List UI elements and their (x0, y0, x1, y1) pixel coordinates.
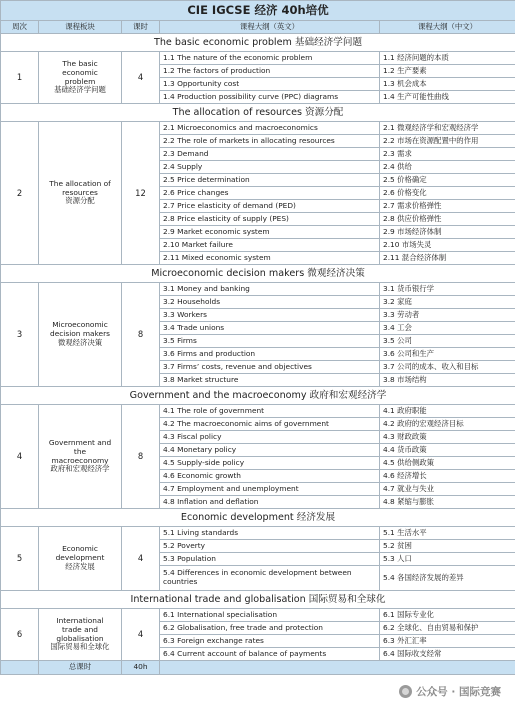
outline-cn: 2.5 价格确定 (380, 174, 515, 187)
outline-cn: 3.2 家庭 (380, 296, 515, 309)
outline-en: 2.10 Market failure (160, 239, 380, 252)
week-cell: 6 (1, 609, 39, 661)
section-heading-row (1, 265, 515, 283)
header-week: 周次 (1, 21, 39, 34)
total-label: 总课时 (39, 661, 122, 675)
module-line: Economic (62, 544, 98, 554)
section-heading: Microeconomic decision makers 微观经济决策 (1, 265, 515, 283)
table-row (1, 122, 515, 135)
outline-cn: 4.5 供给侧政策 (380, 457, 515, 470)
outline-en: 1.1 The nature of the economic problem (160, 52, 380, 65)
hours-cell: 12 (122, 122, 160, 265)
outline-en: 5.3 Population (160, 553, 380, 566)
outline-cn: 3.1 货币银行学 (380, 283, 515, 296)
module-line: Government and (48, 437, 112, 447)
week-cell: 3 (1, 283, 39, 387)
outline-cn: 5.4 各国经济发展的差异 (380, 566, 515, 591)
outline-en: 4.6 Economic growth (160, 470, 380, 483)
outline-cn: 1.4 生产可能性曲线 (380, 91, 515, 104)
section-heading-row (1, 387, 515, 405)
hours-cell: 8 (122, 405, 160, 509)
outline-en: 2.6 Price changes (160, 187, 380, 200)
section-heading: Government and the macroeconomy 政府和宏观经济学 (1, 387, 515, 405)
total-filler (160, 661, 515, 675)
table-row (1, 527, 515, 540)
module-cell (39, 122, 122, 265)
outline-en: 4.3 Fiscal policy (160, 431, 380, 444)
outline-cn: 4.4 货币政策 (380, 444, 515, 457)
module-cell (39, 527, 122, 591)
section-heading: International trade and globalisation 国际贸易和全球化 (1, 591, 515, 609)
outline-en: 2.3 Demand (160, 148, 380, 161)
module-line: 资源分配 (65, 196, 95, 206)
outline-cn: 6.3 外汇汇率 (380, 635, 515, 648)
header-outline-en: 课程大纲（英文） (160, 21, 380, 34)
outline-cn: 4.3 财政政策 (380, 431, 515, 444)
wechat-icon (399, 685, 412, 698)
module-line: The basic (62, 58, 98, 68)
week-cell: 1 (1, 52, 39, 104)
outline-en: 5.2 Poverty (160, 540, 380, 553)
outline-cn: 1.2 生产要素 (380, 65, 515, 78)
hours-cell: 4 (122, 527, 160, 591)
outline-en: 3.3 Workers (160, 309, 380, 322)
module-line: Microeconomic (52, 320, 108, 330)
outline-cn: 3.3 劳动者 (380, 309, 515, 322)
outline-en: 5.1 Living standards (160, 527, 380, 540)
module-cell (39, 283, 122, 387)
outline-cn: 2.10 市场失灵 (380, 239, 515, 252)
outline-en: 6.2 Globalisation, free trade and protection (160, 622, 380, 635)
outline-en: 1.2 The factors of production (160, 65, 380, 78)
header-outline-cn: 课程大纲（中文） (380, 21, 515, 34)
module-line: development (55, 553, 105, 563)
outline-en: 3.1 Money and banking (160, 283, 380, 296)
outline-en: 4.1 The role of government (160, 405, 380, 418)
module-line: resources (62, 187, 98, 197)
module-line: problem (64, 76, 96, 86)
module-line: economic (62, 67, 98, 77)
outline-cn: 5.3 人口 (380, 553, 515, 566)
module-line: trade and (62, 624, 98, 634)
outline-cn: 3.6 公司和生产 (380, 348, 515, 361)
syllabus-body (1, 1, 515, 675)
outline-en: 4.5 Supply-side policy (160, 457, 380, 470)
outline-en: 3.2 Households (160, 296, 380, 309)
hours-cell: 4 (122, 609, 160, 661)
outline-cn: 4.1 政府职能 (380, 405, 515, 418)
module-line: The allocation of (49, 178, 111, 188)
outline-cn: 4.6 经济增长 (380, 470, 515, 483)
module-line: 经济发展 (65, 561, 95, 571)
module-line: macroeconomy (51, 455, 109, 465)
total-row (1, 661, 515, 675)
module-cell (39, 405, 122, 509)
section-heading-row (1, 34, 515, 52)
module-line: globalisation (56, 633, 104, 643)
module-line: 政府和宏观经济学 (50, 464, 110, 474)
header-module: 课程板块 (39, 21, 122, 34)
table-row (1, 283, 515, 296)
outline-cn: 2.1 微观经济学和宏观经济学 (380, 122, 515, 135)
module-line: 基础经济学问题 (54, 85, 106, 95)
table-title: CIE IGCSE 经济 40h培优 (1, 1, 515, 21)
outline-en: 1.3 Opportunity cost (160, 78, 380, 91)
outline-cn: 3.5 公司 (380, 335, 515, 348)
module-cell (39, 609, 122, 661)
outline-en: 2.1 Microeconomics and macroeconomics (160, 122, 380, 135)
week-cell: 5 (1, 527, 39, 591)
outline-en: 2.5 Price determination (160, 174, 380, 187)
outline-en: 3.8 Market structure (160, 374, 380, 387)
outline-en: 3.7 Firms’ costs, revenue and objectives (160, 361, 380, 374)
outline-cn: 2.8 供应价格弹性 (380, 213, 515, 226)
outline-cn: 4.8 紧缩与膨胀 (380, 496, 515, 509)
section-heading: Economic development 经济发展 (1, 509, 515, 527)
outline-cn: 1.1 经济问题的本质 (380, 52, 515, 65)
outline-en: 2.2 The role of markets in allocating resources (160, 135, 380, 148)
module-line: the (73, 446, 87, 456)
outline-cn: 3.4 工会 (380, 322, 515, 335)
outline-en: 2.7 Price elasticity of demand (PED) (160, 200, 380, 213)
outline-en: 2.8 Price elasticity of supply (PES) (160, 213, 380, 226)
outline-cn: 4.2 政府的宏观经济目标 (380, 418, 515, 431)
outline-cn: 2.11 混合经济体制 (380, 252, 515, 265)
outline-cn: 3.7 公司的成本、收入和目标 (380, 361, 515, 374)
outline-cn: 3.8 市场结构 (380, 374, 515, 387)
outline-cn: 2.7 需求价格弹性 (380, 200, 515, 213)
outline-en: 4.8 Inflation and deflation (160, 496, 380, 509)
module-line: International (56, 615, 104, 625)
header-hours: 课时 (122, 21, 160, 34)
outline-cn: 4.7 就业与失业 (380, 483, 515, 496)
outline-cn: 2.9 市场经济体制 (380, 226, 515, 239)
outline-cn: 5.2 贫困 (380, 540, 515, 553)
hours-cell: 8 (122, 283, 160, 387)
module-line: 微观经济决策 (57, 337, 103, 347)
watermark-text: 公众号 · 国际竞赛 (416, 686, 501, 698)
outline-en: 6.3 Foreign exchange rates (160, 635, 380, 648)
week-cell: 4 (1, 405, 39, 509)
outline-cn: 6.1 国际专业化 (380, 609, 515, 622)
outline-en: 3.6 Firms and production (160, 348, 380, 361)
outline-cn: 5.1 生活水平 (380, 527, 515, 540)
section-heading-row (1, 509, 515, 527)
module-cell (39, 52, 122, 104)
outline-en: 1.4 Production possibility curve (PPC) diagrams (160, 91, 380, 104)
total-empty (1, 661, 39, 675)
section-heading-row (1, 104, 515, 122)
outline-en: 6.1 International specialisation (160, 609, 380, 622)
title-row (1, 1, 515, 21)
outline-en: 2.4 Supply (160, 161, 380, 174)
outline-cn: 2.6 价格变化 (380, 187, 515, 200)
outline-cn: 2.4 供给 (380, 161, 515, 174)
outline-en: 3.4 Trade unions (160, 322, 380, 335)
outline-cn: 1.3 机会成本 (380, 78, 515, 91)
outline-cn: 2.3 需求 (380, 148, 515, 161)
watermark (399, 684, 501, 699)
module-line: 国际贸易和全球化 (50, 642, 110, 652)
table-row (1, 52, 515, 65)
total-hours: 40h (122, 661, 160, 675)
section-heading-row (1, 591, 515, 609)
outline-en: 4.7 Employment and unemployment (160, 483, 380, 496)
outline-cn: 2.2 市场在资源配置中的作用 (380, 135, 515, 148)
outline-en: 4.4 Monetary policy (160, 444, 380, 457)
outline-cn: 6.4 国际收支经常 (380, 648, 515, 661)
outline-en: 5.4 Differences in economic development between countries (160, 566, 380, 591)
module-line: decision makers (50, 329, 110, 339)
outline-en: 3.5 Firms (160, 335, 380, 348)
week-cell: 2 (1, 122, 39, 265)
header-row (1, 21, 515, 34)
outline-en: 2.11 Mixed economic system (160, 252, 380, 265)
outline-cn: 6.2 全球化、自由贸易和保护 (380, 622, 515, 635)
hours-cell: 4 (122, 52, 160, 104)
outline-en: 4.2 The macroeconomic aims of government (160, 418, 380, 431)
outline-en: 2.9 Market economic system (160, 226, 380, 239)
table-row (1, 609, 515, 622)
section-heading: The allocation of resources 资源分配 (1, 104, 515, 122)
section-heading: The basic economic problem 基础经济学问题 (1, 34, 515, 52)
outline-en: 6.4 Current account of balance of payments (160, 648, 380, 661)
table-row (1, 405, 515, 418)
